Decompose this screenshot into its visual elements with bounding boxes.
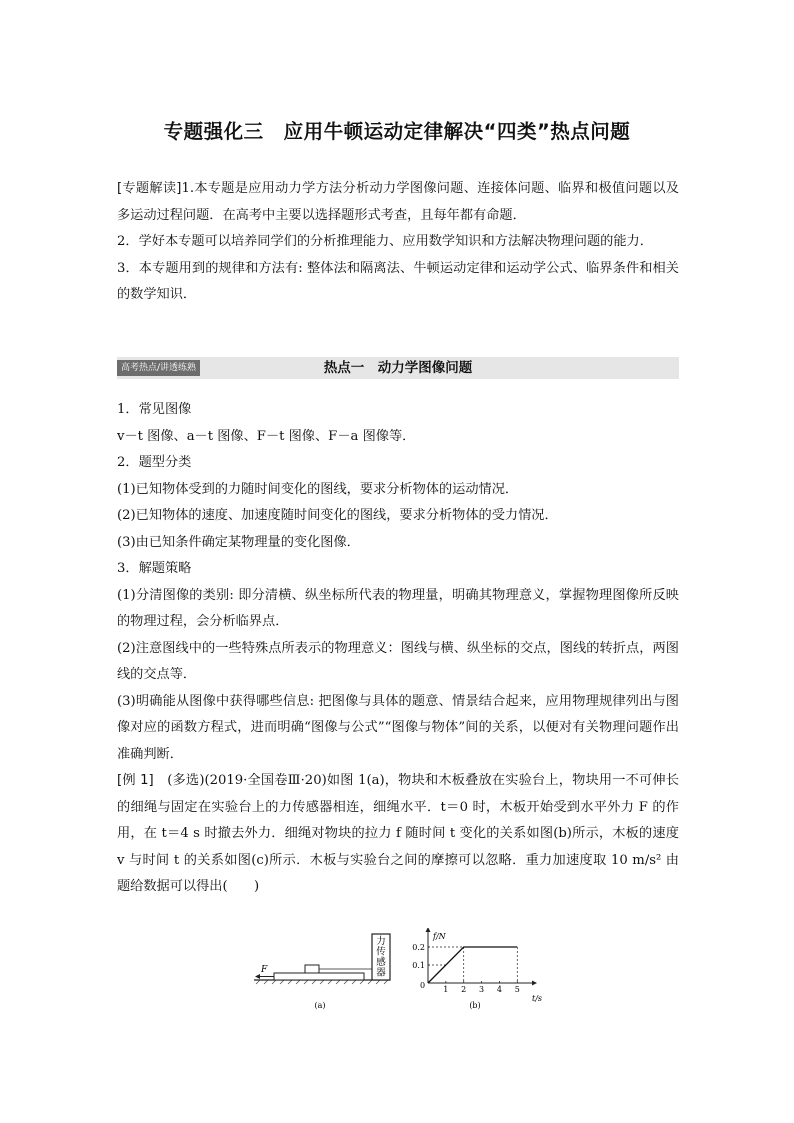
x-tick-label: 2 bbox=[461, 985, 467, 994]
section-header bbox=[117, 357, 679, 379]
y-axis-label: f/N bbox=[433, 932, 446, 941]
intro-line-3: 3．本专题用到的规律和方法有: 整体法和隔离法、牛顿运动定律和运动学公式、临界条件和相关的数学知识． bbox=[117, 260, 679, 302]
strategy-3: (3)明确能从图像中获得哪些信息: 把图像与具体的题意、情景结合起来，应用物理规律列出与图像对应的函数方程式，进而明确“图像与公式”“图像与物体”间的关系，以便对有关物理问题作出准确判断． bbox=[117, 693, 679, 762]
y-tick-label: 0.2 bbox=[412, 943, 425, 952]
heading-strategy: 3．解题策略 bbox=[117, 561, 192, 576]
x-axis-arrow bbox=[532, 981, 537, 986]
heading-common-graphs: 1．常见图像 bbox=[117, 402, 192, 417]
figure-1 bbox=[250, 928, 550, 1018]
intro-line-2: 2．学好本专题可以培养同学们的分析推理能力、应用数学知识和方法解决物理问题的能力． bbox=[117, 234, 653, 249]
block bbox=[305, 965, 319, 973]
apparatus-diagram bbox=[254, 934, 390, 1010]
intro-block bbox=[117, 176, 679, 309]
strategy-1: (1)分清图像的类别: 即分清横、纵坐标所代表的物理量，明确其物理意义，掌握物理图像所反映的物理过程，会分析临界点． bbox=[117, 587, 679, 629]
caption-b: (b) bbox=[469, 1001, 481, 1010]
question-type-2: (2)已知物体的速度、加速度随时间变化的图线，要求分析物体的受力情况． bbox=[117, 508, 558, 523]
example-text: (多选)(2019·全国卷Ⅲ·20)如图 1(a)，物块和木板叠放在实验台上，物块用一不可伸长的细绳与固定在实验台上的力传感器相连，细绳水平．t＝0 时，木板开始受到水平外力 F 的作用，在 t＝4 s 时撤去外力．细绳对物块的拉力 f 随时间 t 变化的关系如图(b)所示，木板的速度 v 与时间 t 的关系如图(c)所示．木板与实验台之间的摩擦可以忽略．重力加速度取 10 m/s² 由题给数据可以得出( ) bbox=[117, 773, 679, 894]
figure-svg bbox=[250, 928, 550, 1018]
section-title: 热点一 动力学图像问题 bbox=[323, 360, 473, 376]
x-tick-label: 3 bbox=[479, 985, 485, 994]
y-axis-arrow bbox=[426, 928, 431, 932]
intro-tag: [专题解读] bbox=[117, 181, 182, 196]
page-title: 专题强化三 应用牛顿运动定律解决“四类”热点问题 bbox=[163, 120, 631, 143]
x-axis-label: t/s bbox=[532, 994, 543, 1003]
example-label: [例 1] bbox=[117, 773, 154, 788]
force-label: F bbox=[261, 965, 268, 975]
origin-label: 0 bbox=[420, 981, 426, 990]
caption-a: (a) bbox=[314, 1001, 326, 1010]
example-1 bbox=[117, 768, 679, 901]
common-graphs-text: v－t 图像、a－t 图像、F－t 图像、F－a 图像等． bbox=[117, 428, 416, 444]
x-tick-label: 1 bbox=[443, 985, 449, 994]
intro-line-1-text: 1.本专题是应用动力学方法分析动力学图像问题、连接体问题、临界和极值问题以及多运动过程问题．在高考中主要以选择题形式考查，且每年都有命题． bbox=[117, 181, 679, 223]
board bbox=[274, 973, 364, 980]
force-arrow-head bbox=[255, 974, 260, 979]
body-block bbox=[117, 397, 679, 901]
question-type-1: (1)已知物体受到的力随时间变化的图线，要求分析物体的运动情况． bbox=[117, 481, 519, 497]
section-tag: 高考热点/讲透练熟 bbox=[117, 360, 200, 376]
question-type-3: (3)由已知条件确定某物理量的变化图像． bbox=[117, 534, 360, 550]
chart-b bbox=[412, 928, 542, 1010]
sensor-label: 力传感器 bbox=[376, 936, 386, 979]
x-tick-label: 5 bbox=[514, 985, 520, 994]
strategy-2: (2)注意图线中的一些特殊点所表示的物理意义：图线与横、纵坐标的交点，图线的转折点，两图线的交点等． bbox=[117, 640, 679, 682]
intro-line-1 bbox=[117, 176, 679, 229]
x-tick-label: 4 bbox=[496, 985, 502, 994]
heading-question-types: 2．题型分类 bbox=[117, 455, 192, 470]
y-tick-label: 0.1 bbox=[412, 961, 425, 970]
